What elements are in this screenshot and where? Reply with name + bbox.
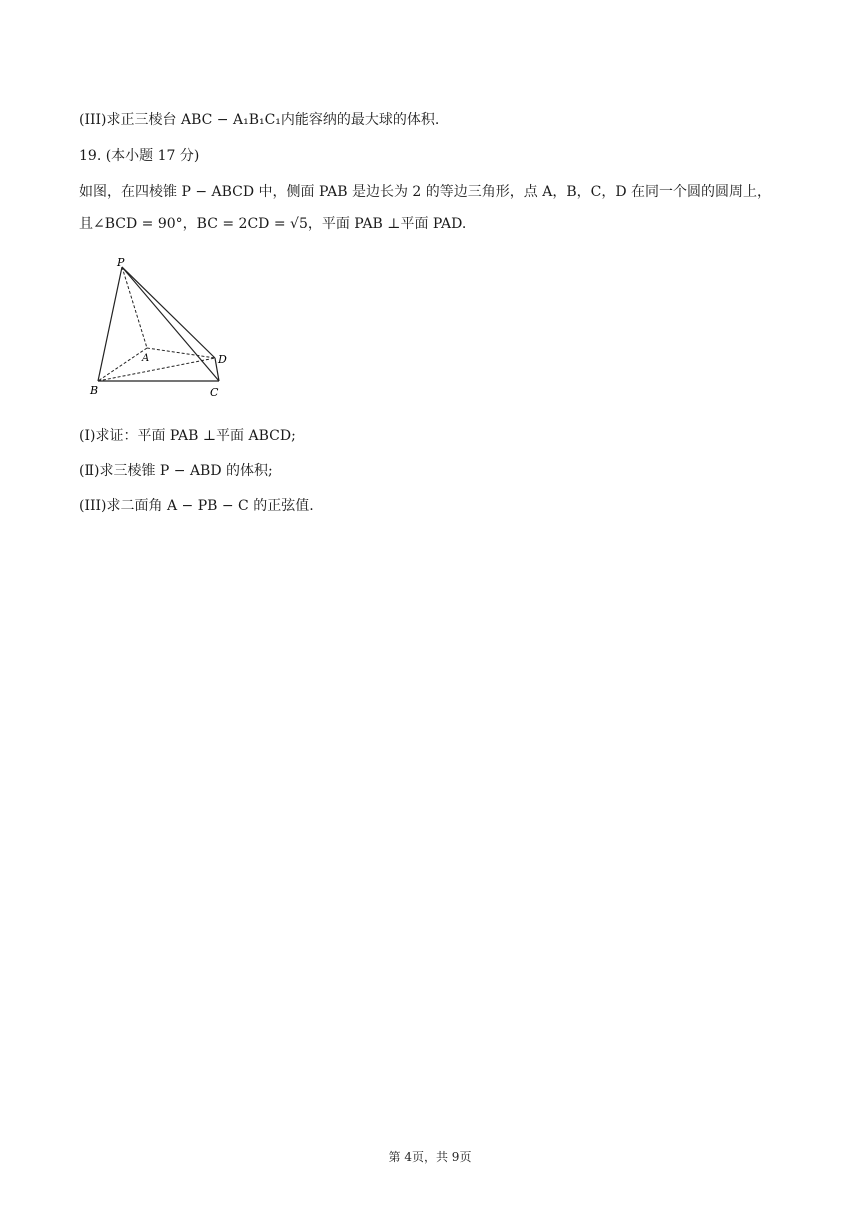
question-part-1: (Ⅰ)求证：平面 PAB ⊥平面 ABCD; (79, 428, 296, 444)
label-A: A (142, 353, 150, 364)
edge-PC (122, 267, 219, 381)
question-part-3: (III)求二面角 A − PB − C 的正弦值. (79, 498, 314, 514)
edge-AB (98, 348, 150, 381)
text-line-3: 如图，在四棱锥 P − ABCD 中，侧面 PAB 是边长为 2 的等边三角形，点 A，B，C，D 在同一个圆的圆周上， (79, 184, 772, 200)
problem-heading: 19. (本小题 17 分) (79, 148, 200, 164)
label-B: B (90, 384, 99, 397)
label-C: C (210, 386, 219, 399)
text-line-1: (III)求正三棱台 ABC − A₁B₁C₁内能容纳的最大球的体积. (79, 112, 440, 128)
edge-BD (98, 358, 215, 381)
question-part-2: (Ⅱ)求三棱锥 P − ABD 的体积; (79, 463, 273, 479)
edge-AD (147, 348, 215, 358)
pyramid-figure (84, 255, 244, 400)
page-footer: 第 4页，共 9页 (388, 1150, 472, 1164)
label-D: D (218, 353, 227, 366)
text-line-4: 且∠BCD = 90°，BC = 2CD = √5，平面 PAB ⊥平面 PAD. (79, 216, 467, 232)
edge-PB (98, 267, 122, 381)
label-P: P (117, 256, 125, 269)
pyramid-diagram (84, 255, 244, 400)
